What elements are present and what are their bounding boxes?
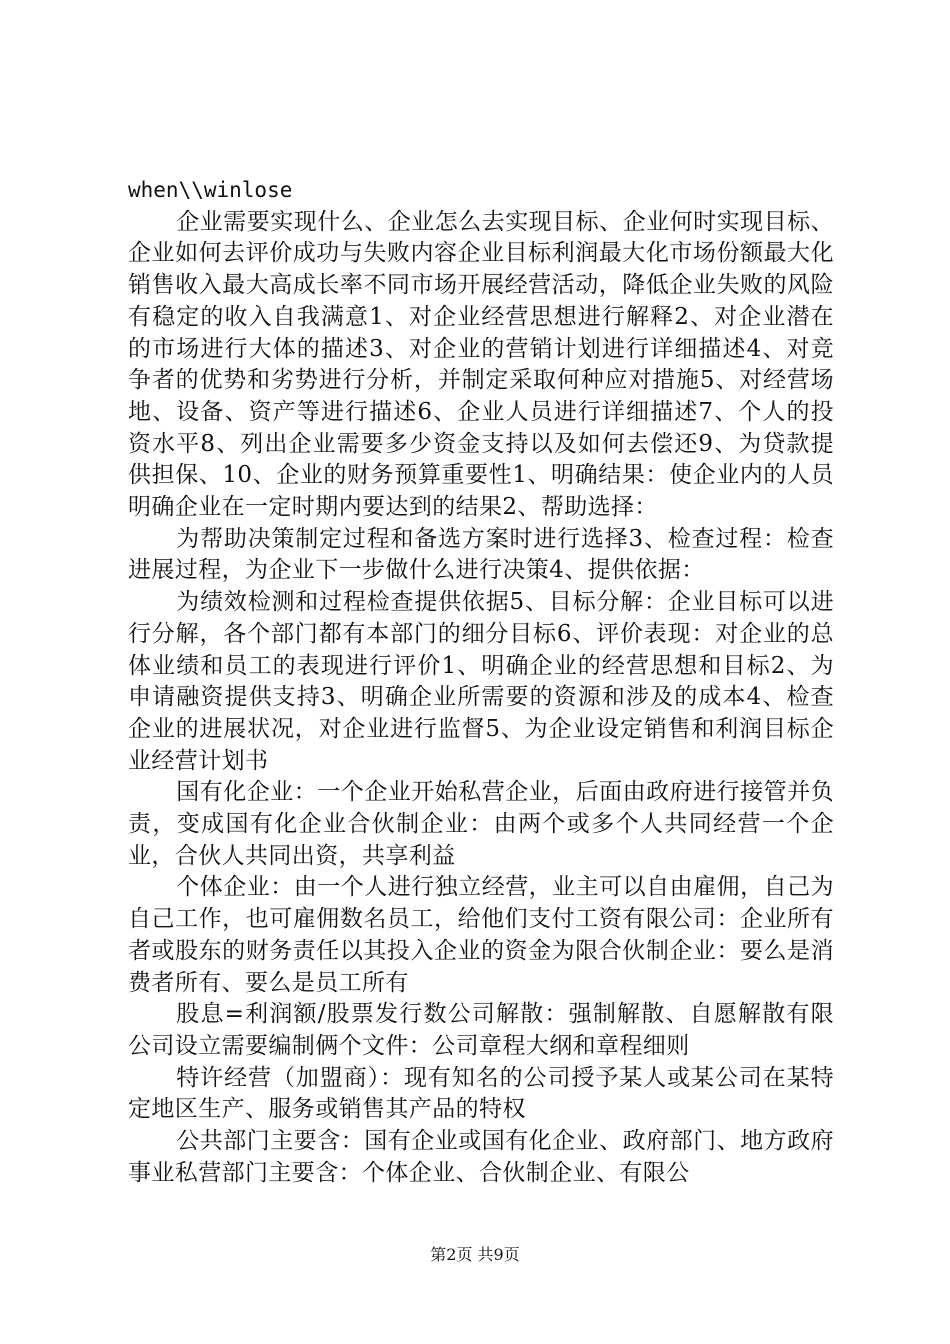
paragraph-nationalized-enterprise: 国有化企业：一个企业开始私营企业，后面由政府进行接管并负责，变成国有化企业合伙制企业：由两个或多个人共同经营一个企业，合伙人共同出资，共享利益	[128, 779, 834, 869]
paragraph-franchise: 特许经营（加盟商）：现有知名的公司授予某人或某公司在某特定地区生产、服务或销售其产品的特权	[128, 1064, 834, 1123]
document-body	[128, 175, 834, 1190]
paragraph-enterprise-goals: 企业需要实现什么、企业怎么去实现目标、企业何时实现目标、企业如何去评价成功与失败内容企业目标利润最大化市场份额最大化销售收入最大高成长率不同市场开展经营活动，降低企业失败的风险有稳定的收入自我满意1、对企业经营思想进行解释2、对企业潜在的市场进行大体的描述3、对企业的营销计划进行详细描述4、对竞争者的优势和劣势进行分析，并制定采取何种应对措施5、对经营场地、设备、资产等进行描述6、企业人员进行详细描述7、个人的投资水平8、列出企业需要多少资金支持以及如何去偿还9、为贷款提供担保、10、企业的财务预算重要性1、明确结果：使企业内的人员明确企业在一定时期内要达到的结果2、帮助选择：	[128, 208, 834, 521]
paragraph-performance-basis: 为绩效检测和过程检查提供依据5、目标分解：企业目标可以进行分解，各个部门都有本部门的细分目标6、评价表现：对企业的总体业绩和员工的表现进行评价1、明确企业的经营思想和目标2、为申请融资提供支持3、明确企业所需要的资源和涉及的成本4、检查企业的进展状况，对企业进行监督5、为企业设定销售和利润目标企业经营计划书	[128, 589, 834, 774]
paragraph-sole-proprietorship: 个体企业：由一个人进行独立经营，业主可以自由雇佣，自己为自己工作，也可雇佣数名员工，给他们支付工资有限公司：企业所有者或股东的财务责任以其投入企业的资金为限合伙制企业：要么是消费者所有、要么是员工所有	[128, 874, 834, 996]
page-number-footer: 第2页 共9页	[430, 1245, 520, 1264]
paragraph-decision-support: 为帮助决策制定过程和备选方案时进行选择3、检查过程：检查进展过程，为企业下一步做什么进行决策4、提供依据：	[128, 525, 834, 584]
paragraph-dividend: 股息=利润额/股票发行数公司解散：强制解散、自愿解散有限公司设立需要编制俩个文件：公司章程大纲和章程细则	[128, 1001, 834, 1059]
paragraph-heading-fragment: when\\winlose	[128, 178, 293, 202]
paragraph-public-sector: 公共部门主要含：国有企业或国有化企业、政府部门、地方政府事业私营部门主要含：个体企业、合伙制企业、有限公	[128, 1128, 834, 1186]
